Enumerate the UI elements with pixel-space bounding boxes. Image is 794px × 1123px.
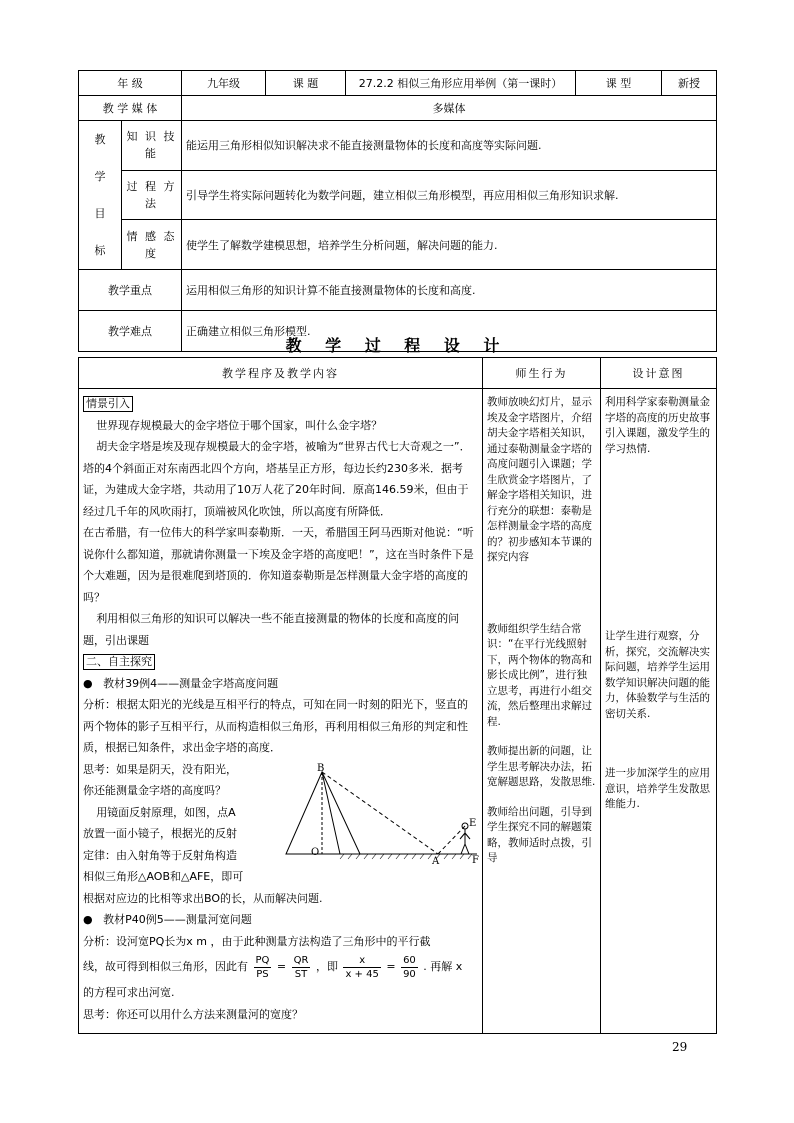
paragraph: 你还能测量金字塔的高度吗？: [83, 784, 226, 797]
intent-text: 让学生进行观察，分析，探究，交流解决实际问题，培养学生运用数学知识解决问题的能力，体验数学与生活的密切关系.: [605, 630, 710, 720]
paragraph: 用镜面反射原理，如图，点A: [96, 805, 236, 819]
label-f: F: [472, 855, 479, 864]
intent-text: 进一步加深学生的应用意识，培养学生发散思维能力.: [605, 767, 710, 810]
person-arm: [460, 833, 465, 839]
bullet-item: ● 教材39例4——测量金字塔高度问题: [83, 676, 279, 690]
media-label: 教 学 媒 体: [79, 96, 182, 121]
label-b: B: [317, 763, 325, 774]
paragraph: 思考：如果是阴天，没有阳光，: [83, 762, 237, 776]
action-text: 教师放映幻灯片，显示埃及金字塔图片，介绍胡夫金字塔相关知识，通过泰勒测量金字塔的高度问题引入课题；学生欣赏金字塔图片，了解金字塔相关知识，进行充分的联想：泰勒是怎样测量金字塔的高度的？初步感知本节课的探究内容: [487, 396, 592, 563]
fraction: $\frac{PQ}{PS}$: [255, 954, 270, 980]
objective-text-knowledge: 能运用三角形相似知识解决求不能直接测量物体的长度和高度等实际问题.: [182, 121, 717, 171]
col-header-actions: 师生行为: [483, 358, 601, 389]
objectives-label: [79, 121, 122, 270]
key-point-text: 运用相似三角形的知识计算不能直接测量物体的长度和高度.: [182, 270, 717, 311]
intent-text: 利用科学家泰勒测量金字塔的高度的历史故事引入课题，激发学生的学习热情.: [605, 396, 710, 455]
person-leg: [465, 844, 469, 854]
paragraph: 分析：设河宽PQ长为x m ，由于此种测量方法构造了三角形中的平行截: [83, 934, 431, 948]
paragraph: 在古希腊，有一位伟大的科学家叫泰勒斯．一天，希腊国王阿马西斯对他说：“听说你什么都知道，那就请你测量一下埃及金字塔的高度吧！”，这在当时条件下是个大难题，因为是很难爬到塔顶的．你知道泰勒斯是怎样测量大金字塔的高度的吗？: [83, 526, 474, 604]
equals-sign: =: [386, 960, 396, 973]
intro-tag: 情景引入: [83, 396, 133, 412]
label-e: E: [469, 818, 477, 829]
objective-label-process: 过 程 方 法: [122, 170, 182, 220]
bullet-text: 教材39例4——测量金字塔高度问题: [103, 676, 279, 690]
paragraph: 胡夫金字塔是埃及现存规模最大的金字塔，被喻为“世界古代七大奇观之一”．塔的4个斜面正对东南西北四个方向，塔基呈正方形，每边长约230多米．据考证，为建成大金字塔，共动用了10万人花了20年时间．原高146.59米，但由于经过几千年的风吹雨打，顶端被风化吹蚀，所以高度有所降低．: [83, 440, 471, 518]
actions-cell: [483, 389, 601, 1034]
action-text: 教师提出新的问题，让学生思考解决办法，拓宽解题思路，发散思维.: [487, 745, 596, 788]
paragraph: 世界现存规模最大的金字塔位于哪个国家，叫什么金字塔？: [96, 418, 383, 432]
paragraph: 分析：根据太阳光的光线是互相平行的特点，可知在同一时刻的阳光下，竖直的两个物体的影子互相平行，从而构造相似三角形，再利用相似三角形的判定和性质，根据已知条件，求出金字塔的高度．: [83, 698, 468, 754]
type-label: 课 型: [576, 71, 662, 96]
objective-label-knowledge: 知 识 技 能: [122, 121, 182, 171]
paragraph: 的方程可求出河宽.: [83, 986, 175, 999]
lesson-info-table: [78, 70, 717, 352]
bullet-item: ● 教材P40例5——测量河宽问题: [83, 913, 252, 926]
paragraph: 相似三角形△AOB和△AFE，即可: [83, 870, 244, 883]
fraction: $\frac{60}{90}$: [403, 954, 416, 980]
topic-value: 27.2.2 相似三角形应用举例（第一课时）: [346, 71, 576, 96]
objectives-char: 目: [94, 207, 106, 220]
action-text: 教师组织学生结合常识：“在平行光线照射下，两个物体的物高和影长成比例”，进行独立思考，再进行小组交流，然后整理出求解过程.: [487, 622, 592, 728]
col-header-content: 教学程序及教学内容: [79, 358, 483, 389]
bullet-text: 教材P40例5——测量河宽问题: [103, 913, 252, 926]
objectives-char: 教: [94, 133, 106, 146]
fraction: $\frac{x}{x + 45}$: [345, 954, 379, 980]
ground-hatching: [340, 854, 472, 859]
equation-connector: ，即: [315, 960, 338, 973]
section-heading: 教 学 过 程 设 计: [285, 336, 509, 355]
person-leg: [461, 844, 465, 854]
equation-line: [83, 952, 478, 982]
incident-ray: [322, 772, 438, 854]
explore-tag: 二、自主探究: [83, 654, 155, 670]
equation-suffix: . 再解 x: [423, 960, 463, 973]
grade-value: 九年级: [182, 71, 266, 96]
objectives-char: 学: [94, 170, 106, 183]
grade-label: 年 级: [79, 71, 182, 96]
paragraph: 根据对应边的比相等求出BO的长，从而解决问题.: [83, 891, 323, 905]
paragraph: 定律：由入射角等于反射角构造: [83, 848, 237, 862]
equals-sign: =: [276, 960, 287, 973]
pyramid-mirror-diagram: [282, 762, 482, 864]
fraction: $\frac{QR}{ST}$: [293, 954, 309, 980]
objective-text-process: 引导学生将实际问题转化为数学问题，建立相似三角形模型，再应用相似三角形知识求解.: [182, 170, 717, 220]
equation-prefix: 线，故可得到相似三角形，因此有: [83, 960, 248, 973]
person-arm: [465, 833, 470, 839]
media-value: 多媒体: [182, 96, 717, 121]
label-a: A: [432, 856, 440, 864]
difficulty-text: 正确建立相似三角形模型.: [182, 311, 717, 352]
page-number: 29: [672, 1040, 688, 1054]
objective-text-emotion: 使学生了解数学建模思想，培养学生分析问题，解决问题的能力.: [182, 220, 717, 270]
topic-label: 课 题: [266, 71, 346, 96]
paragraph: 利用相似三角形的知识可以解决一些不能直接测量的物体的长度和高度的问题，引出课题: [83, 612, 460, 647]
pyramid-edge: [322, 772, 360, 854]
intent-cell: [601, 389, 717, 1034]
paragraph: 思考：你还可以用什么方法来测量河的宽度？: [83, 1007, 303, 1021]
reflected-ray: [438, 826, 465, 854]
paragraph: 放置一面小镜子，根据光的反射: [83, 827, 237, 840]
process-table: [78, 357, 717, 1034]
label-o: O: [311, 847, 320, 858]
objective-label-emotion: 情 感 态 度: [122, 220, 182, 270]
type-value: 新授: [662, 71, 717, 96]
content-cell: [79, 389, 483, 1034]
key-point-label: 教学重点: [79, 270, 182, 311]
col-header-intent: 设计意图: [601, 358, 717, 389]
action-text: 教师给出问题，引导到学生探究不同的解题策略，教师适时点拨，引导: [487, 805, 592, 864]
pyramid-outline: [286, 772, 340, 854]
objectives-char: 标: [94, 244, 106, 257]
difficulty-label: 教学难点: [79, 311, 182, 352]
